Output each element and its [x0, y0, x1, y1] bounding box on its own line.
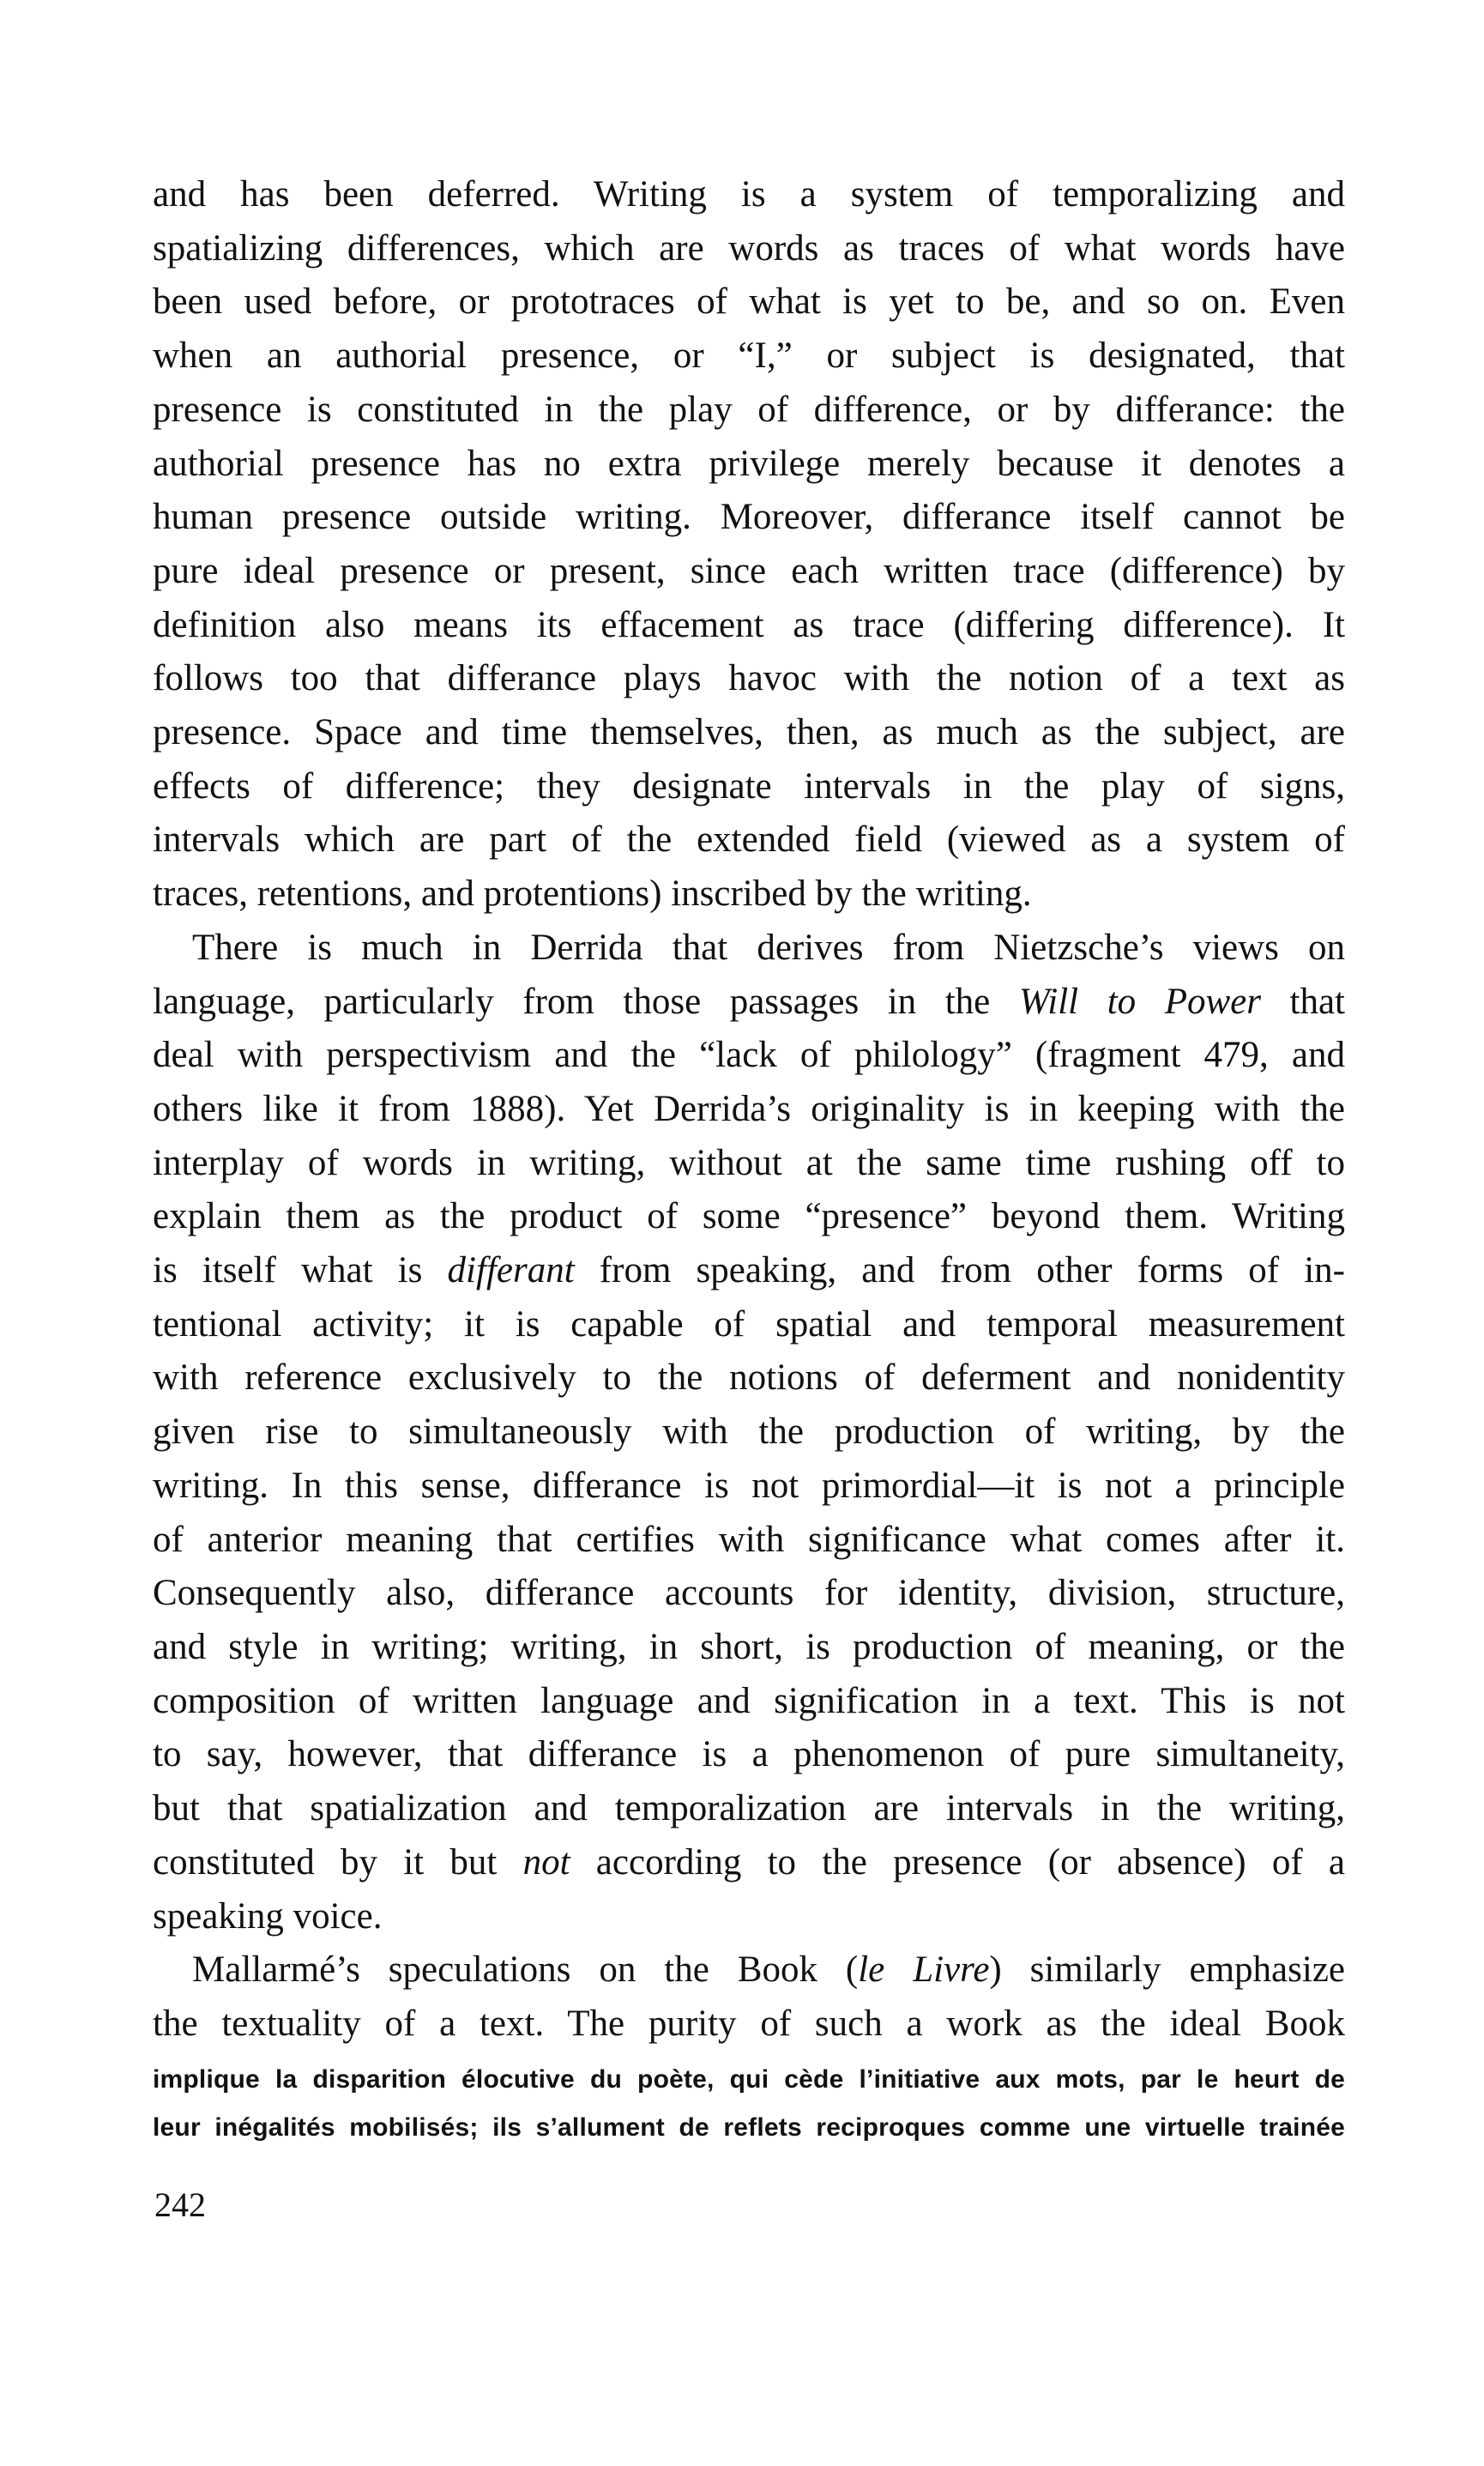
text-line: authorial presence has no extra privilege merely because it denotes a	[153, 443, 1345, 484]
text-line: presence. Space and time themselves, then, as much as the subject, are	[153, 712, 1345, 753]
text-line: composition of written language and signification in a text. This is not	[153, 1680, 1345, 1721]
text-line: and style in writing; writing, in short, is production of meaning, or the	[153, 1626, 1345, 1667]
text-line: but that spatialization and temporalization are intervals in the writing,	[153, 1788, 1345, 1829]
text-line: intervals which are part of the extended field (viewed as a system of	[153, 819, 1345, 861]
text-line: been used before, or prototraces of what is yet to be, and so on. Even	[153, 281, 1345, 323]
page-number: 242	[154, 2185, 206, 2224]
text-line: the textuality of a text. The purity of such a work as the ideal Book	[153, 2003, 1345, 2044]
text-line: is itself what is differant from speaking, and from other forms of in-	[153, 1250, 1345, 1291]
book-title: Will to Power	[1018, 981, 1261, 1022]
text-line: follows too that differance plays havoc with the notion of a text as	[153, 658, 1345, 699]
text-line: effects of difference; they designate intervals in the play of signs,	[153, 765, 1345, 807]
text-line: constituted by it but not according to the presence (or absence) of a	[153, 1841, 1345, 1883]
quote-line: leur inégalités mobilisés; ils s’allument de reflets reciproques comme une virtuelle trainée	[153, 2113, 1345, 2142]
text-line: deal with perspectivism and the “lack of philology” (fragment 479, and	[153, 1035, 1345, 1076]
text-line: presence is constituted in the play of difference, or by differance: the	[153, 389, 1345, 430]
text-line: pure ideal presence or present, since each written trace (difference) by	[153, 550, 1345, 591]
text-line: human presence outside writing. Moreover, differance itself cannot be	[153, 497, 1345, 538]
text-line: language, particularly from those passages in the Will to Power that	[153, 981, 1346, 1022]
book-title: le Livre	[858, 1949, 990, 1991]
emphasis: differant	[447, 1250, 575, 1291]
text-line: others like it from 1888). Yet Derrida’s originality is in keeping with the	[153, 1088, 1345, 1129]
emphasis: not	[522, 1841, 570, 1883]
text-line: Mallarmé’s speculations on the Book (le Livre) similarly emphasize	[192, 1949, 1345, 1991]
text-line: Consequently also, differance accounts for identity, division, structure,	[153, 1573, 1345, 1614]
text-line: of anterior meaning that certifies with significance what comes after it.	[153, 1519, 1345, 1560]
text-line: traces, retentions, and protentions) inscribed by the writing.	[153, 873, 1032, 915]
text-line: given rise to simultaneously with the production of writing, by the	[153, 1411, 1345, 1453]
text-line: explain them as the product of some “presence” beyond them. Writing	[153, 1196, 1345, 1237]
text-line: to say, however, that differance is a phenomenon of pure simultaneity,	[153, 1734, 1345, 1775]
text-line: spatializing differences, which are words as traces of what words have	[153, 227, 1345, 269]
text-line: when an authorial presence, or “I,” or subject is designated, that	[153, 335, 1345, 377]
quote-line: implique la disparition élocutive du poète, qui cède l’initiative aux mots, par le heurt de	[153, 2065, 1345, 2094]
body-text	[153, 168, 1345, 2052]
text-line: There is much in Derrida that derives from Nietzsche’s views on	[192, 927, 1345, 968]
text-line: and has been deferred. Writing is a system of temporalizing and	[153, 174, 1345, 215]
text-line: definition also means its effacement as trace (differing difference). It	[153, 604, 1345, 645]
text-line: speaking voice.	[153, 1895, 383, 1937]
french-quotation	[153, 2056, 1345, 2152]
text-line: tentional activity; it is capable of spatial and temporal measurement	[153, 1303, 1345, 1345]
text-line: interplay of words in writing, without at the same time rushing off to	[153, 1142, 1345, 1183]
text-line: with reference exclusively to the notions of deferment and nonidentity	[153, 1357, 1345, 1399]
text-line: writing. In this sense, differance is not primordial—it is not a principle	[153, 1465, 1345, 1506]
